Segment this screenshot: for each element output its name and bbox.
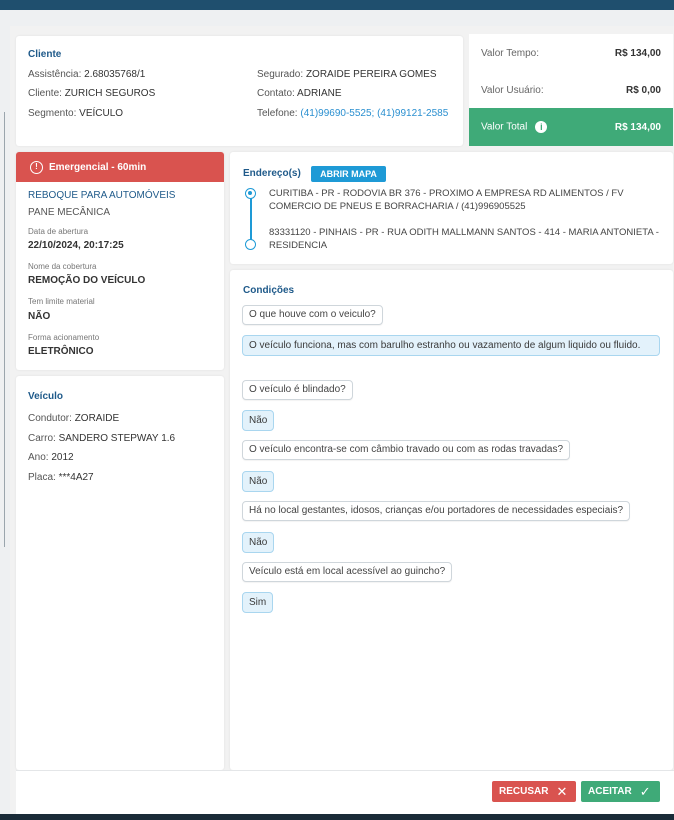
service-reason: PANE MECÂNICA — [28, 207, 111, 218]
limite-value: NÃO — [28, 311, 51, 322]
carro-label: Carro: — [28, 433, 56, 444]
condition-question: Há no local gestantes, idosos, crianças e/ou portadores de necessidades especiais? — [242, 501, 630, 521]
condition-question: O veículo é blindado? — [242, 380, 353, 400]
valor-total-label: Valor Total — [481, 121, 528, 133]
segurado-label: Segurado: — [257, 69, 304, 80]
segurado-row — [257, 69, 437, 80]
emergency-label: Emergencial - 60min — [49, 161, 147, 173]
condutor-label: Condutor: — [28, 413, 72, 424]
valor-total-label-wrap — [481, 121, 547, 133]
forma-value: ELETRÔNICO — [28, 346, 94, 357]
valor-tempo-row — [469, 34, 673, 72]
placa-value: ***4A27 — [58, 472, 94, 483]
client-title: Cliente — [28, 49, 62, 60]
data-abertura-label: Data de abertura — [28, 227, 89, 236]
open-map-button[interactable]: ABRIR MAPA — [311, 166, 386, 182]
assistencia-value: 2.68035768/1 — [84, 69, 146, 80]
segmento-label: Segmento: — [28, 108, 77, 119]
contato-row — [257, 88, 342, 99]
placa-row — [28, 472, 94, 483]
vehicle-title: Veículo — [28, 391, 64, 402]
assistencia-label: Assistência: — [28, 69, 82, 80]
condition-answer: Não — [242, 410, 274, 431]
reject-button[interactable] — [492, 781, 576, 802]
condition-answer: Não — [242, 532, 274, 553]
emergency-badge — [16, 152, 224, 182]
condutor-row — [28, 413, 119, 424]
cliente-label: Cliente: — [28, 88, 62, 99]
close-icon: ✕ — [556, 783, 568, 799]
valor-usuario-value: R$ 0,00 — [625, 84, 661, 96]
assistencia-row — [28, 69, 145, 80]
telefone-row — [257, 108, 448, 119]
valor-total-value: R$ 134,00 — [614, 121, 661, 133]
carro-row — [28, 433, 175, 444]
destination-marker-icon — [245, 239, 256, 250]
condutor-value: ZORAIDE — [74, 413, 120, 424]
service-type: REBOQUE PARA AUTOMÓVEIS — [28, 190, 176, 201]
contato-label: Contato: — [257, 88, 295, 99]
condition-answer: O veículo funciona, mas com barulho estranho ou vazamento de algum liquido ou fluido. — [242, 335, 660, 356]
info-icon[interactable]: i — [535, 121, 547, 133]
top-bar — [0, 0, 674, 10]
ano-label: Ano: — [28, 452, 49, 463]
accept-button[interactable] — [581, 781, 660, 802]
data-abertura-value: 22/10/2024, 20:17:25 — [28, 240, 124, 251]
ano-row — [28, 452, 74, 463]
valor-usuario-label: Valor Usuário: — [481, 84, 544, 96]
reject-label: RECUSAR — [499, 786, 549, 797]
valor-tempo-value: R$ 134,00 — [614, 47, 661, 59]
alert-icon: ! — [30, 161, 43, 174]
condition-question: O que houve com o veiculo? — [242, 305, 383, 325]
accept-label: ACEITAR — [588, 786, 632, 797]
route-line — [250, 198, 252, 240]
cliente-row — [28, 88, 155, 99]
conditions-title: Condições — [243, 285, 295, 296]
check-icon: ✓ — [639, 783, 651, 799]
condition-answer: Sim — [242, 592, 273, 613]
cobertura-value: REMOÇÃO DO VEÍCULO — [28, 275, 146, 286]
values-panel — [469, 34, 673, 146]
segmento-row — [28, 108, 123, 119]
telefone-label: Telefone: — [257, 108, 298, 119]
valor-usuario-row — [469, 71, 673, 109]
address-title: Endereço(s) — [243, 168, 301, 179]
origin-address: CURITIBA - PR - RODOVIA BR 376 - PROXIMO A EMPRESA RD ALIMENTOS / FV COMERCIO DE PNEUS E BORRACHARIA / (41)996905525 — [269, 188, 624, 212]
cobertura-label: Nome da cobertura — [28, 262, 97, 271]
condition-question: O veículo encontra-se com câmbio travado ou com as rodas travadas? — [242, 440, 570, 460]
scroll-divider — [4, 112, 5, 547]
condition-question: Veículo está em local acessível ao guincho? — [242, 562, 452, 582]
forma-label: Forma acionamento — [28, 333, 100, 342]
valor-total-row — [469, 108, 673, 146]
segmento-value: VEÍCULO — [79, 108, 124, 119]
contato-value: ADRIANE — [297, 88, 342, 99]
condition-answer: Não — [242, 471, 274, 492]
valor-tempo-label: Valor Tempo: — [481, 47, 539, 59]
segurado-value: ZORAIDE PEREIRA GOMES — [305, 69, 437, 80]
ano-value: 2012 — [51, 452, 74, 463]
telefone-link[interactable]: (41)99690-5525; (41)99121-2585 — [300, 108, 449, 119]
placa-label: Placa: — [28, 472, 56, 483]
carro-value: SANDERO STEPWAY 1.6 — [58, 433, 176, 444]
bottom-bar — [0, 814, 674, 820]
destination-address: 83331120 - PINHAIS - PR - RUA ODITH MALLMANN SANTOS - 414 - MARIA ANTONIETA - RESIDENCIA — [269, 227, 659, 251]
cliente-value: ZURICH SEGUROS — [64, 88, 156, 99]
client-card — [16, 36, 463, 146]
limite-label: Tem limite material — [28, 297, 95, 306]
